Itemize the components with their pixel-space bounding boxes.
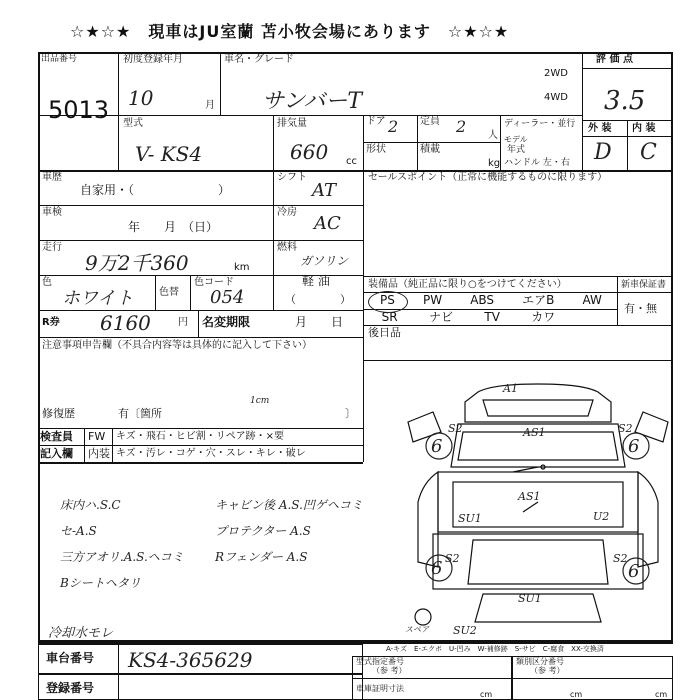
- recycle-value: 6160: [100, 311, 151, 335]
- repair-close: 〕: [345, 407, 356, 420]
- remark-right-3: Rフェンダー A.S: [215, 550, 308, 564]
- recycle-label: R券: [42, 317, 60, 328]
- remark-left-3: 三方アオリ.A.S.ヘコミ: [60, 550, 184, 564]
- warranty-value: 有・無: [624, 302, 657, 315]
- doors-value: 2: [388, 117, 399, 136]
- designation-ref: （参 考）: [372, 666, 407, 675]
- class-label: 類別区分番号: [516, 657, 564, 666]
- ext-grade: D: [594, 140, 612, 165]
- capacity-label: 定員: [420, 116, 440, 127]
- mark-as1-mid: AS1: [518, 490, 541, 503]
- mileage-unit: km: [234, 262, 250, 273]
- mark-su1-rear: SU1: [518, 592, 542, 605]
- ac-value: AC: [314, 213, 341, 234]
- dim-unit-2: cm: [570, 690, 583, 699]
- displacement-label: 排気量: [277, 118, 307, 129]
- mark-s2-fr: S2: [618, 422, 633, 435]
- tire-fr: 6: [628, 436, 640, 457]
- color-swap-label: 色替: [159, 287, 179, 298]
- handle-label: ハンドル 左・右: [504, 158, 570, 168]
- mark-su2: SU2: [453, 624, 477, 637]
- ext-label: 外 装: [588, 123, 612, 134]
- eq-ps-circle: [368, 291, 408, 313]
- chassis-value: KS4-365629: [128, 648, 253, 672]
- eq-sr: SR: [381, 310, 398, 324]
- remark-left-2: セ-A.S: [60, 524, 97, 538]
- name-change-value: 月 日: [295, 315, 344, 329]
- car-name-value: サンバーT: [262, 89, 363, 114]
- equipment-label: 装備品（純正品に限り○をつけてください）: [368, 279, 567, 290]
- shift-label: シフト: [277, 172, 307, 183]
- shift-value: AT: [312, 180, 337, 201]
- eq-ps: PS: [380, 293, 395, 307]
- damage-legend: A-キズ E-エクボ U-凹み W-補修跡 S-サビ C-腐食 XX-交換済: [386, 645, 604, 653]
- eq-navi: ナビ: [429, 310, 454, 324]
- mark-a1: A1: [503, 382, 518, 395]
- first-reg-unit: 月: [205, 100, 215, 111]
- remark-left-4: Bシートヘタリ: [60, 576, 141, 590]
- entry-items: キズ・汚レ・コゲ・穴・スレ・キレ・破レ: [116, 448, 306, 459]
- first-reg-month-value: 10: [128, 86, 154, 110]
- tire-fl: 6: [431, 436, 443, 457]
- warranty-label: 新車保証書: [621, 280, 667, 290]
- load-unit: kg: [488, 158, 501, 169]
- ac-label: 冷房: [277, 207, 297, 218]
- int-label: 内 装: [632, 123, 656, 134]
- lot-number: 5013: [48, 96, 110, 124]
- entry-interior: 内装: [88, 447, 110, 460]
- notes-label: 注意事項申告欄（不具合内容等は具体的に記入して下さい）: [42, 340, 312, 351]
- mark-as1-front: AS1: [523, 426, 546, 439]
- drive-4wd: 4WD: [544, 92, 568, 103]
- eq-airbag: エアB: [522, 293, 555, 307]
- first-reg-label: 初度登録年月: [123, 54, 183, 65]
- mark-s2-rl: S2: [445, 552, 460, 565]
- load-label: 積載: [420, 144, 440, 155]
- fuel-diesel: 軽 油: [302, 274, 330, 288]
- inspector-label: 検査員: [40, 430, 73, 443]
- year-label: 年式: [507, 145, 526, 155]
- remark-right-1: キャビン後 A.S.凹ゲヘコミ: [215, 498, 363, 512]
- equipment-row-2: [366, 311, 571, 323]
- bottom-note: 冷却水モレ: [48, 626, 114, 641]
- model-value: V- KS4: [135, 142, 203, 166]
- garage-dims-label: 車庫証明寸法: [356, 684, 404, 693]
- dealer-label: ディーラー・並行: [504, 119, 576, 129]
- remark-left-1: 床内ハ.S.C: [60, 498, 121, 512]
- int-grade: C: [640, 140, 657, 165]
- repair-label: 修復歴: [42, 407, 75, 420]
- inspection-value: 年 月 （日）: [128, 220, 219, 234]
- repair-mark: 1cm: [250, 396, 270, 406]
- color-label: 色: [42, 277, 52, 288]
- entry-label: 記入欄: [40, 447, 73, 460]
- remark-right-2: プロテクター A.S: [215, 524, 311, 538]
- displacement-unit: cc: [346, 156, 357, 167]
- usage-value: 自家用・（ ）: [80, 183, 231, 197]
- score-label: 評 価 点: [596, 54, 633, 65]
- sales-point-label: セールスポイント（正常に機能するものに限ります）: [368, 172, 608, 183]
- capacity-value: 2: [456, 117, 467, 136]
- eq-aw: AW: [582, 293, 602, 307]
- fuel-other: （ ）: [285, 293, 351, 306]
- shape-label: 形状: [366, 144, 386, 155]
- color-code-value: 054: [210, 287, 245, 308]
- tire-rr: 6: [628, 561, 640, 582]
- inspector-fw: FW: [88, 430, 106, 443]
- eq-pw: PW: [423, 293, 443, 307]
- color-value: ホワイト: [62, 288, 134, 309]
- mark-s2-fl: S2: [448, 422, 463, 435]
- mileage-label: 走行: [42, 242, 62, 253]
- car-damage-diagram: [363, 362, 673, 642]
- fuel-gas: ガソリン: [300, 254, 349, 268]
- header-banner: ☆★☆★ 現車はJU室蘭 苫小牧会場にあります ☆★☆★: [70, 22, 510, 41]
- mark-spare: スペア: [405, 625, 429, 634]
- score-value: 3.5: [604, 86, 646, 116]
- recycle-unit: 円: [178, 317, 188, 328]
- fuel-label: 燃料: [277, 242, 297, 253]
- usage-label: 車歴: [42, 172, 62, 183]
- eq-abs: ABS: [470, 293, 495, 307]
- model-year-label: モデル: [504, 135, 528, 144]
- car-name-label: 車名・グレード: [224, 54, 294, 65]
- lot-label: 出品番号: [41, 54, 78, 64]
- eq-tv: TV: [484, 310, 500, 324]
- eq-leather: カワ: [531, 310, 556, 324]
- doors-label: ドア: [366, 116, 386, 127]
- mark-su1-left: SU1: [458, 512, 482, 525]
- dim-unit-1: cm: [480, 690, 493, 699]
- designation-label: 型式指定番号: [356, 657, 404, 666]
- color-code-label: 色コード: [194, 277, 234, 288]
- drive-2wd: 2WD: [544, 68, 568, 79]
- registration-label: 登録番号: [46, 681, 95, 695]
- inspection-label: 車検: [42, 207, 62, 218]
- name-change-label: 名変期限: [202, 315, 251, 329]
- inspector-items: キズ・飛石・ヒビ割・リペア跡・×要: [116, 431, 284, 442]
- class-ref: （参 考）: [530, 666, 565, 675]
- displacement-value: 660: [290, 140, 329, 164]
- mileage-value: 9万2千360: [85, 251, 189, 275]
- mark-u2: U2: [593, 510, 610, 523]
- rear-items-label: 後日品: [368, 326, 401, 339]
- model-label: 型式: [123, 118, 143, 129]
- mark-s2-rr: S2: [613, 552, 628, 565]
- capacity-unit: 人: [488, 130, 498, 141]
- tire-rl: 6: [431, 558, 443, 579]
- dim-unit-3: cm: [655, 690, 668, 699]
- repair-value: 有〔箇所: [118, 407, 162, 420]
- chassis-label: 車台番号: [46, 651, 95, 665]
